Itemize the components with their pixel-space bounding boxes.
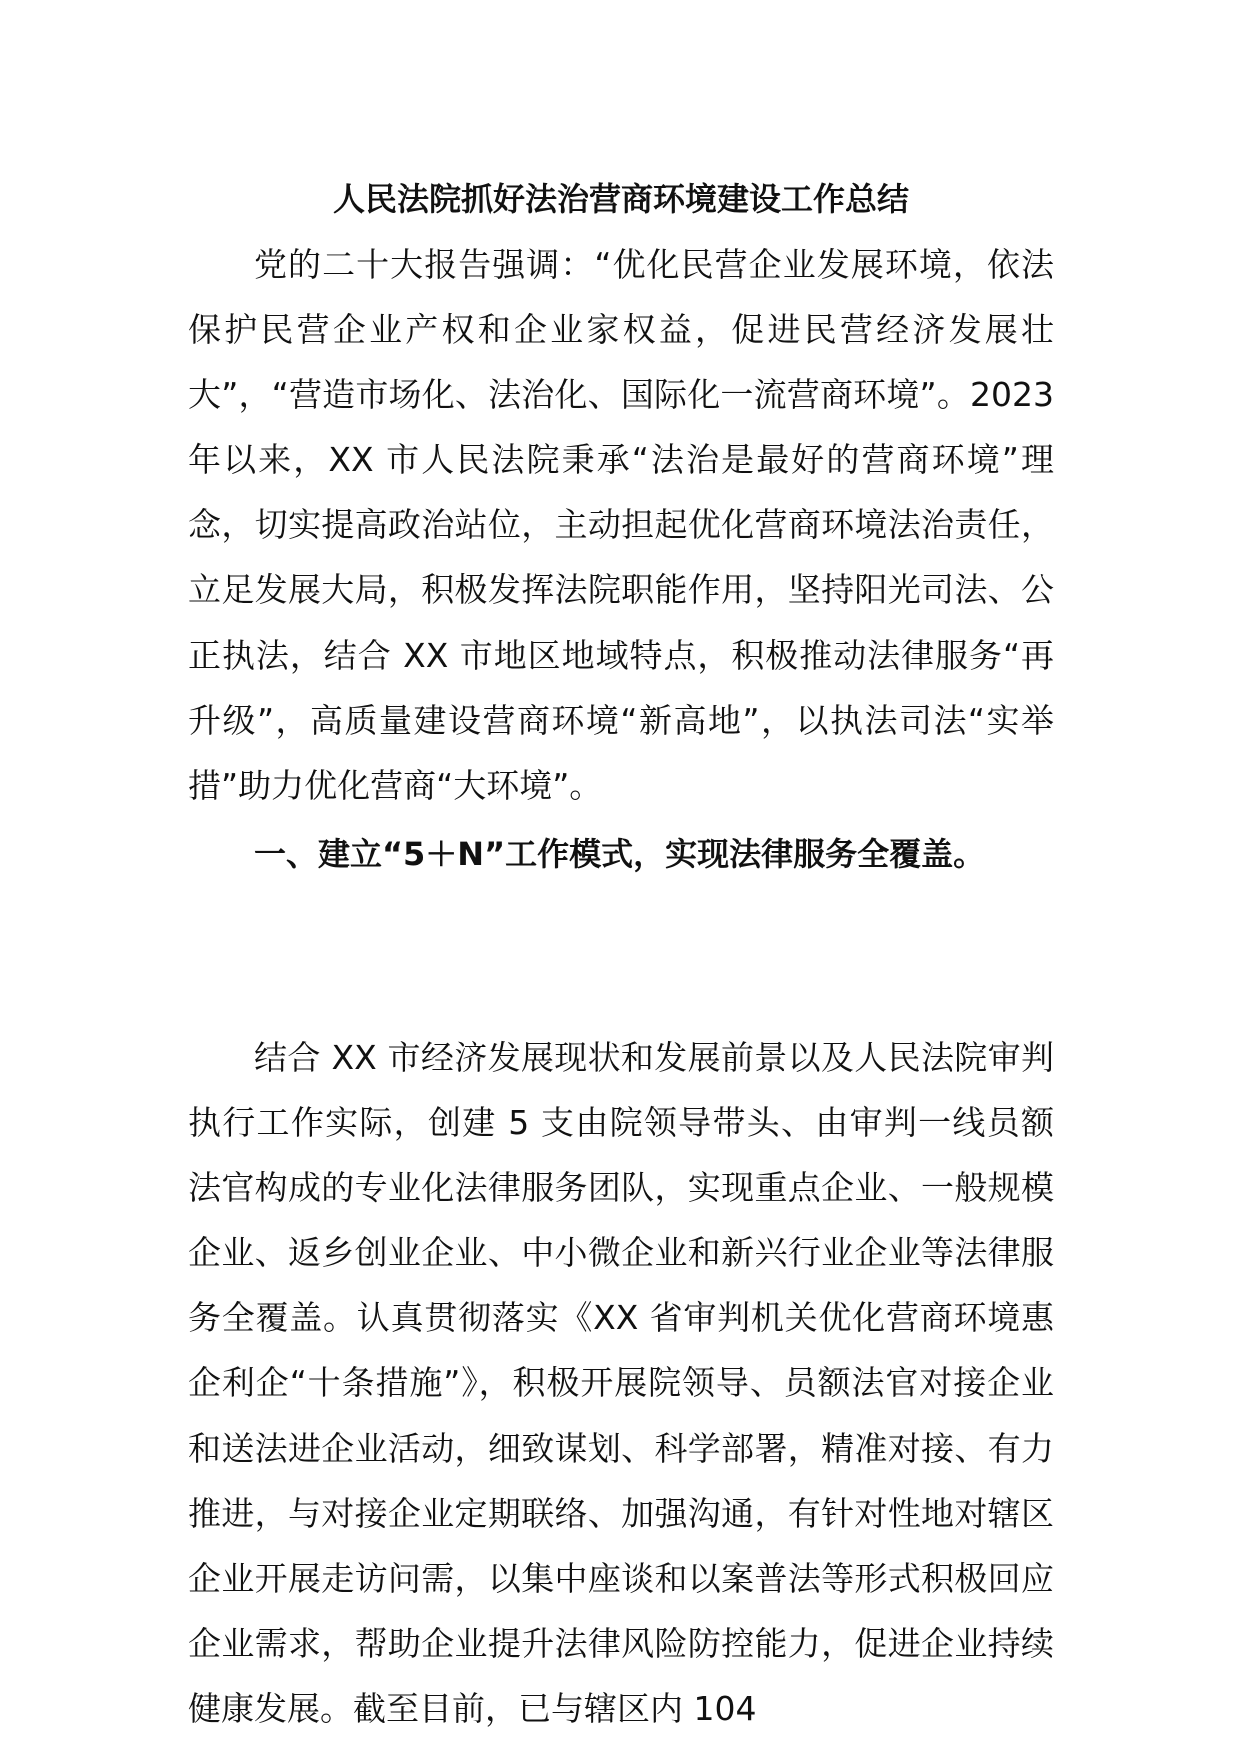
body-paragraph: 结合 XX 市经济发展现状和发展前景以及人民法院审判执行工作实际，创建 5 支由院领导带头、由审判一线员额法官构成的专业化法律服务团队，实现重点企业、一般规模企业、返乡创业企业、中小微企业和新兴行业企业等法律服务全覆盖。认真贯彻落实《XX 省审判机关优化营商环境惠企利企“十条措施”》，积极开展院领导、员额法官对接企业和送法进企业活动，细致谋划、科学部署，精准对接、有力推进，与对接企业定期联络、加强沟通，有针对性地对辖区企业开展走访问需，以集中座谈和以案普法等形式积极回应企业需求，帮助企业提升法律风险防控能力，促进企业持续健康发展。截至目前，已与辖区内 104 [188,1038,1054,1728]
section-heading: 一、建立“5＋N”工作模式，实现法律服务全覆盖。 [254,835,986,873]
document-title: 人民法院抓好法治营商环境建设工作总结 [332,180,909,218]
intro-paragraph: 党的二十大报告强调：“优化民营企业发展环境，依法保护民营企业产权和企业家权益，促进民营经济发展壮大”，“营造市场化、法治化、国际化一流营商环境”。2023 年以来，XX 市人民法院秉承“法治是最好的营商环境”理念，切实提高政治站位，主动担起优化营商环境法治责任，立足发展大局，积极发挥法院职能作用，坚持阳光司法、公正执法，结合 XX 市地区地域特点，积极推动法律服务“再升级”，高质量建设营商环境“新高地”，以执法司法“实举措”助力优化营商“大环境”。 [188,245,1054,805]
